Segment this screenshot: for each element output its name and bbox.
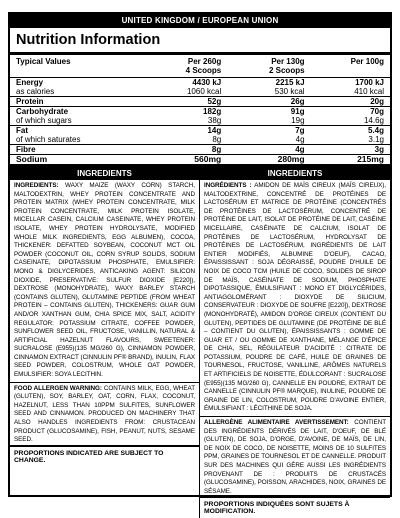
ingredients-label-en: INGREDIENTS: (14, 182, 59, 189)
table-row (10, 145, 390, 155)
table-row (10, 116, 390, 126)
row-value: 14.6g (311, 116, 390, 126)
row-value: 70g (370, 107, 384, 116)
ingredients-list-en: WAXY MAIZE (WAXY CORN) STARCH, MALTODEXTRIN, WHEY PROTEIN CONCENTRATE AND PROTEIN MATRIX (WHEY PROTEIN CONCENTRATE, MILK PROTEIN CONCENTRATE, MILK PROTEIN ISOLATE, MICELLAR CASEIN, CALCIUM CASEINATE, WHEY PROTEIN ISOLATE, WHEY PROTEIN HYDROLYSATE, MODIFIED WHOLE MILK INGREDIENTS, EGG ALBUMEN), COCOA, THICKENER: DEFATTED SOYBEAN, COCONUT MCT OIL POWDER (COCONUT OIL, CORN SYRUP SOLIDS, SODIUM CASEINATE, DIPOTASSIUM PHOSPHATE, EMULSIFIER: MONO & DIGLYCERIDES, ANTICAKING AGENT: SILICON DIOXIDE, PRESERVATIVE: SULFUR DIOXIDE [E220]), DEXTROSE (MONOHYDRATE), WAXY BARLEY STARCH (CONTAINS GLUTEN), GLUTAMINE PEPTIDE (FROM WHEAT PROTEIN – CONTAINS GLUTEN), THICKENERS: GUAR GUM AND/OR XANTHAN GUM, CHIA SPICE MIX, SALT, ACIDITY REGULATOR: POTASSIUM CITRATE, COFFEE POWDER, SUNFLOWER SEED OIL, FRUCTOSE, VANILLIN, NATURAL & ARTIFICIAL HAZELNUT FLAVOURS, SWEETENER: SUCRALOSE (E955)(135 MG/260 G), CINNAMON POWDER, CINNAMON EXTRACT (CINNULIN PF® BRAND), INULIN, FLAX SEED POWDER, COLOSTRUM, WHOLE OAT POWDER, EMULSIFIER: SOYA LECITHIN. (14, 182, 195, 379)
row-value: 1700 kJ (355, 78, 384, 87)
table-row (10, 155, 390, 165)
row-value: 3.1g (311, 135, 390, 145)
nutrition-table (10, 55, 390, 164)
row-value: 410 kcal (311, 87, 390, 97)
ingredients-english (10, 167, 200, 518)
row-label: Protein (10, 97, 144, 107)
nutrition-title: Nutrition Information (10, 28, 390, 55)
ingredients-heading-fr: INGREDIENTS (200, 167, 390, 180)
header-col-100g: Per 100g (311, 55, 390, 78)
row-label: Fibre (10, 145, 144, 155)
region-banner: UNITED KINGDOM / EUROPEAN UNION (10, 14, 390, 28)
row-value: 4g (227, 145, 310, 155)
footer-note-fr: PROPORTIONS INDIQUÉES SONT SUJETS À MODIFICATION. (200, 496, 390, 518)
row-value: 3g (311, 145, 390, 155)
ingredients-columns (10, 164, 390, 518)
allergen-warning-fr (200, 416, 390, 496)
table-row (10, 78, 390, 88)
ingredients-label-fr: INGRÉDIENTS : (204, 182, 252, 189)
table-row (10, 135, 390, 145)
row-value: 52g (144, 97, 227, 107)
row-value: 182g (203, 107, 222, 116)
row-value: 8g (144, 135, 227, 145)
row-label: of which sugars (10, 116, 144, 126)
row-value: 215mg (357, 154, 384, 164)
row-value: 1060 kcal (144, 87, 227, 97)
row-value: 4430 kJ (192, 78, 222, 87)
row-label: Carbohydrate (16, 107, 69, 116)
row-value: 14g (207, 126, 222, 135)
row-value: 26g (227, 97, 310, 107)
table-row (10, 107, 390, 117)
allergen-text-fr: CONTIENT DES INGRÉDIENTS DÉRIVÉS DE LAIT, D'OEUF, DE BLÉ (GLUTEN), DE SOJA, D'ORGE, D'AVOINE, DE MAÏS, DE LIN, DE NOIX DE COCO, DE NOISETTE, MOINS DE 10 SULFITES PPM, GRAINES DE TOURNESOL ET DE CANNELLE. PRODUIT SUR DES MACHINES QUI GÈRE AUSSI LES INGRÉDIENTS PROVENANT DE : PRODUITS DE CRUSTACÉS (GLUCOSAMINE), POISSON, ARACHIDES, NOIX, GRAINES DE SÉSAME. (204, 419, 387, 495)
row-value: 530 kcal (227, 87, 310, 97)
footer-note-en: PROPORTIONS INDICATED ARE SUBJECT TO CHANGE. (10, 445, 199, 467)
header-col-260g: Per 260g 4 Scoops (144, 55, 227, 78)
header-typical-values: Typical Values (10, 55, 144, 78)
allergen-label-fr: ALLERGÈNE ALIMENTAIRE AVERTISSEMENT: (204, 419, 349, 427)
row-value: 7g (295, 126, 305, 135)
ingredients-text-en (10, 180, 199, 380)
row-label: Sodium (16, 154, 48, 164)
row-value: 280mg (277, 154, 305, 164)
allergen-text-en: CONTAINS MILK, EGG, WHEAT (GLUTEN), SOY, BARLEY, OAT, CORN, FLAX, COCONUT, HAZELNUT, LESS THAN 10PPM SULFITES, SUNFLOWER SEED AND CINNAMON. PRODUCED ON MACHINERY THAT ALSO HANDLES INGREDIENTS FROM: CRUSTACEAN PRODUCT (GLUCOSAMINE), FISH, PEANUT, NUTS, SESAME SEED. (14, 384, 195, 444)
row-value: 19g (227, 116, 310, 126)
table-row (10, 97, 390, 107)
allergen-warning-en (10, 382, 199, 445)
row-value: 38g (144, 116, 227, 126)
row-value: 91g (290, 107, 305, 116)
ingredients-french (200, 167, 390, 518)
table-header-row (10, 55, 390, 78)
table-row (10, 126, 390, 136)
nutrition-label (8, 12, 392, 516)
row-value: 2215 kJ (275, 78, 305, 87)
allergen-label-en: FOOD ALLERGEN WARNING: (14, 384, 102, 392)
ingredients-heading-en: INGREDIENTS (10, 167, 199, 180)
row-label: Fat (16, 126, 28, 135)
ingredients-text-fr (200, 180, 390, 414)
ingredients-list-fr: AMIDON DE MAÏS CIREUX (MAÏS CIREUX), MALTODEXTRINE, CONCENTRÉ DE PROTÉINES DE LACTOSÉRUM ET MATRICE DE PROTÉINE (CONCENTRÉS DE PROTÉINES DE LACTOSÉRUM, CONCENTRÉ DE PROTÉINE DE LAIT, ISOLAT DE PROTÉINE DE LAIT, CASÉINE MICELLAIRE, CASÉINATE DE CALCIUM, ISOLAT DE PROTÉINES DE LACTOSÉRUM, HYDROLYSAT DE PROTÉINES DE LACTOSÉRUM, INGRÉDIENTS DE LAIT ENTIER MODIFIÉS, ALBUMINE D'OEUF), CACAO, ÉPAISSISSANT : SOJA DÉGRAISSÉ, POUDRE D'HUILE DE NOIX DE COCO TCM (HUILE DE COCO, SOLIDES DE SIROP DE MAÏS, CASÉINATE DE SODIUM, PHOSPHATE DIPOTASSIQUE, ÉMULSIFIANT : MONO ET DIGLYCÉRIDES, ANTIAGGLOMÉRANT : DIOXYDE DE SILICIUM, CONSERVATEUR : DIOXYDE DE SOUFRE [E220]), DEXTROSE (MONOHYDRATÉ), AMIDON D'ORGE CIREUX (CONTIENT DU GLUTEN), PEPTIDES DE GLUTAMINE (DE PROTÉINE DE BLÉ – CONTIENT DU GLUTEN), ÉPAISSISSANTS : GOMME DE GUAR ET / OU GOMME DE XANTHANE, MÉLANGE D'ÉPICE DE CHIA, SEL, RÉGULATEUR D'ACIDITÉ : CITRATE DE POTASSIUM, POUDRE DE CAFÉ, HUILE DE GRAINES DE TOURNESOL, FRUCTOSE, VANILLINE, ARÔMES NATURELS ET ARTIFICIELS DE NOISETTE, ÉDULCORANT : SUCRALOSE (E955)(135 MG/260 G), CANNELLE EN POUDRE, EXTRAIT DE CANNELLE (CINNULIN PF® MARQUE), INULINE, POUDRE DE GRAINE DE LIN, COLOSTRUM, POUDRE D'AVOINE ENTIER, ÉMULSIFIANT : LÉCITHINE DE SOJA. (204, 182, 386, 413)
header-col-130g: Per 130g 2 Scoops (227, 55, 310, 78)
table-row (10, 87, 390, 97)
row-value: 560mg (194, 154, 222, 164)
row-value: 4g (227, 135, 310, 145)
row-label: Energy (16, 78, 44, 87)
row-value: 5.4g (367, 126, 384, 135)
row-value: 8g (144, 145, 227, 155)
row-label: of which saturates (10, 135, 144, 145)
row-label: as calories (10, 87, 144, 97)
row-value: 20g (311, 97, 390, 107)
